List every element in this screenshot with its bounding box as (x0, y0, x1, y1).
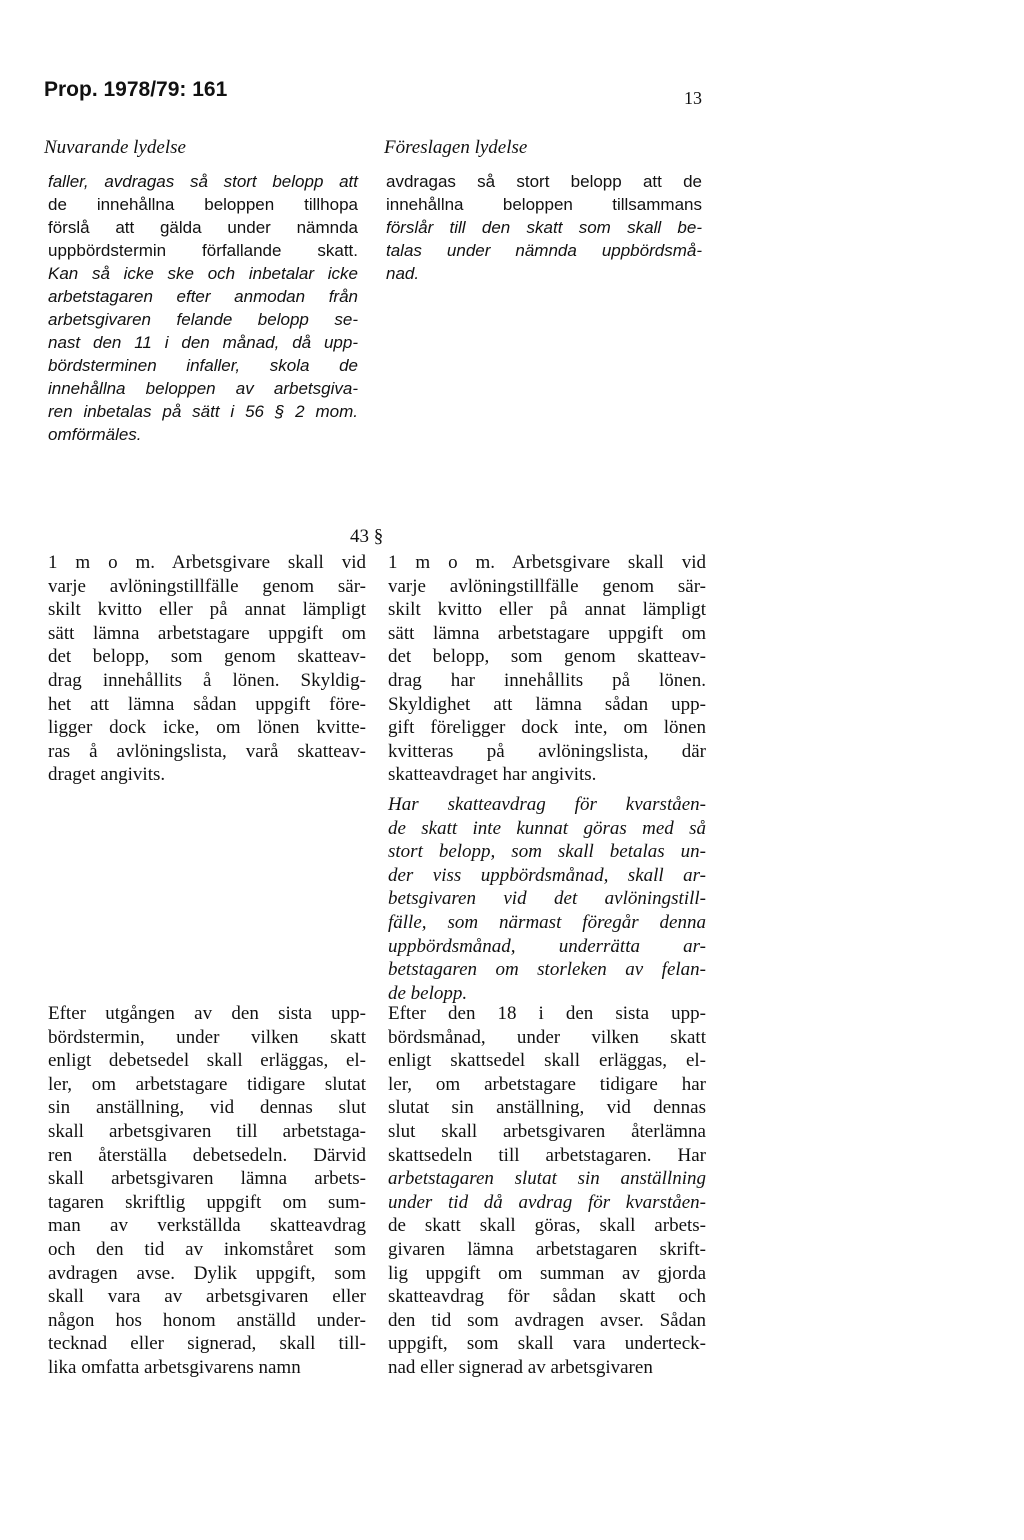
text-line: skall arbetsgivaren lämna arbets- (48, 1168, 366, 1190)
proposition-reference: Prop. 1978/79: 161 (44, 78, 228, 101)
text-line: enligt debetsedel skall erläggas, el- (48, 1050, 366, 1072)
text-line: tagaren skriftlig uppgift om sum- (48, 1191, 366, 1213)
text-line: avdragas så stort belopp att de (386, 172, 702, 191)
text-line: ras å avlöningslista, varå skatteav- (48, 740, 366, 762)
text-line: givaren lämna arbetstagaren skrift- (388, 1238, 706, 1260)
text-line: fälle, som närmast föregår denna (388, 911, 706, 933)
text-line: talas under nämnda uppbördsmå- (386, 241, 702, 260)
text-line: sin anställning, vid dennas slut (48, 1097, 366, 1119)
text-line: de belopp. (388, 982, 468, 1004)
text-line: skall vara av arbetsgivaren eller (48, 1286, 366, 1308)
text-line: Kan så icke ske och inbetalar icke (48, 264, 358, 283)
proposed-paragraph-2 (388, 551, 706, 787)
text-line: nad eller signerad av arbetsgivaren (388, 1356, 653, 1378)
text-line: ler, om arbetstagare tidigare har (388, 1073, 706, 1095)
text-line: 1 m o m. Arbetsgivare skall vid (388, 552, 706, 573)
text-line: slut skall arbetsgivaren återlämna (388, 1120, 706, 1142)
text-line: ren återställa debetsedeln. Därvid (48, 1144, 366, 1166)
page-number: 13 (684, 88, 702, 108)
text-line: betsgivaren vid det avlöningstill- (388, 888, 706, 910)
current-wording-heading: Nuvarande lydelse (44, 137, 186, 158)
text-line: arbetsgivaren felande belopp se- (48, 310, 358, 329)
text-line: enligt skattsedel skall erläggas, el- (388, 1050, 706, 1072)
proposed-paragraph-3 (388, 793, 706, 1005)
text-line: de skatt skall göras, skall arbets- (388, 1215, 706, 1237)
text-line: arbetstagaren slutat sin anställning (388, 1168, 706, 1190)
text-line: lika omfatta arbetsgivarens namn (48, 1356, 301, 1378)
current-paragraph-2 (48, 551, 366, 787)
text-line: det belopp, som genom skatteav- (388, 646, 706, 668)
text-line: skatteavdraget har angivits. (388, 764, 597, 786)
text-line: drag innehållits å lönen. Skyldig- (48, 669, 366, 691)
text-line: uppbördsmånad, underrätta ar- (388, 935, 706, 957)
text-line: man av verkställda skatteavdrag (48, 1215, 366, 1237)
text-line: gift föreligger dock inte, om lönen (388, 717, 706, 739)
text-line: uppbördstermin förfallande skatt. (48, 241, 358, 260)
text-line: Skyldighet att lämna sådan upp- (388, 693, 706, 715)
section-mark: 43 § (350, 526, 384, 547)
text-line: het att lämna sådan uppgift före- (48, 693, 366, 715)
current-paragraph-3 (48, 1002, 366, 1380)
text-line: den tid som avdragen avser. Sådan (388, 1309, 706, 1331)
text-line: skilt kvitto eller på annat lämpligt (48, 599, 366, 621)
text-line: Efter utgången av den sista upp- (48, 1003, 366, 1024)
text-line: skilt kvitto eller på annat lämpligt (388, 599, 706, 621)
text-line: det belopp, som genom skatteav- (48, 646, 366, 668)
current-paragraph-1 (48, 170, 358, 446)
text-line: stort belopp, som skall betalas un- (388, 841, 706, 863)
text-line: slutat sin anställning, vid dennas (388, 1097, 706, 1119)
text-line: omförmäles. (48, 425, 142, 444)
text-line: nast den 11 i den månad, då upp- (48, 333, 358, 352)
text-line: bördstermin, under vilken skatt (48, 1026, 366, 1048)
text-line: de skatt inte kunnat göras med så (388, 817, 706, 839)
text-line: de innehållna beloppen tillhopa (48, 195, 358, 214)
text-line: varje avlöningstillfälle genom sär- (388, 575, 706, 597)
text-line: sätt lämna arbetstagare uppgift om (48, 622, 366, 644)
proposed-paragraph-4 (388, 1002, 706, 1380)
text-line: uppgift, som skall vara underteck- (388, 1333, 706, 1355)
proposed-paragraph-1 (386, 170, 702, 285)
text-line: förslå att gälda under nämnda (48, 218, 358, 237)
text-line: skattsedeln till arbetstagaren. Har (388, 1144, 706, 1166)
text-line: Efter den 18 i den sista upp- (388, 1003, 706, 1024)
text-line: lig uppgift om summan av gjorda (388, 1262, 706, 1284)
text-line: ligger dock icke, om lönen kvitte- (48, 717, 366, 739)
text-line: nad. (386, 264, 420, 283)
text-line: Har skatteavdrag för kvarståen- (388, 794, 706, 815)
text-line: kvitteras på avlöningslista, där (388, 740, 706, 762)
text-line: innehållna beloppen av arbetsgiva- (48, 379, 358, 398)
text-line: ren inbetalas på sätt i 56 § 2 mom. (48, 402, 358, 421)
text-line: avdragen avse. Dylik uppgift, som (48, 1262, 366, 1284)
text-line: innehållna beloppen tillsammans (386, 195, 702, 214)
text-line: bördsmånad, under vilken skatt (388, 1026, 706, 1048)
text-line: arbetstagaren efter anmodan från (48, 287, 358, 306)
text-line: varje avlöningstillfälle genom sär- (48, 575, 366, 597)
text-line: sätt lämna arbetstagare uppgift om (388, 622, 706, 644)
text-line: drag har innehållits på lönen. (388, 669, 706, 691)
text-line: skatteavdrag för sådan skatt och (388, 1286, 706, 1308)
text-line: och den tid av inkomståret som (48, 1238, 366, 1260)
text-line: 1 m o m. Arbetsgivare skall vid (48, 552, 366, 573)
text-line: tecknad eller signerad, skall till- (48, 1333, 366, 1355)
text-line: skall arbetsgivaren till arbetstaga- (48, 1120, 366, 1142)
text-line: någon hos honom anställd under- (48, 1309, 366, 1331)
proposed-wording-heading: Föreslagen lydelse (384, 137, 528, 158)
text-line: faller, avdragas så stort belopp att (48, 172, 358, 191)
text-line: under tid då avdrag för kvarståen- (388, 1191, 706, 1213)
text-line: betstagaren om storleken av felan- (388, 959, 706, 981)
text-line: der viss uppbördsmånad, skall ar- (388, 864, 706, 886)
text-line: förslår till den skatt som skall be- (386, 218, 702, 237)
text-line: bördsterminen infaller, skola de (48, 356, 358, 375)
text-line: draget angivits. (48, 764, 166, 786)
text-line: ler, om arbetstagare tidigare slutat (48, 1073, 366, 1095)
